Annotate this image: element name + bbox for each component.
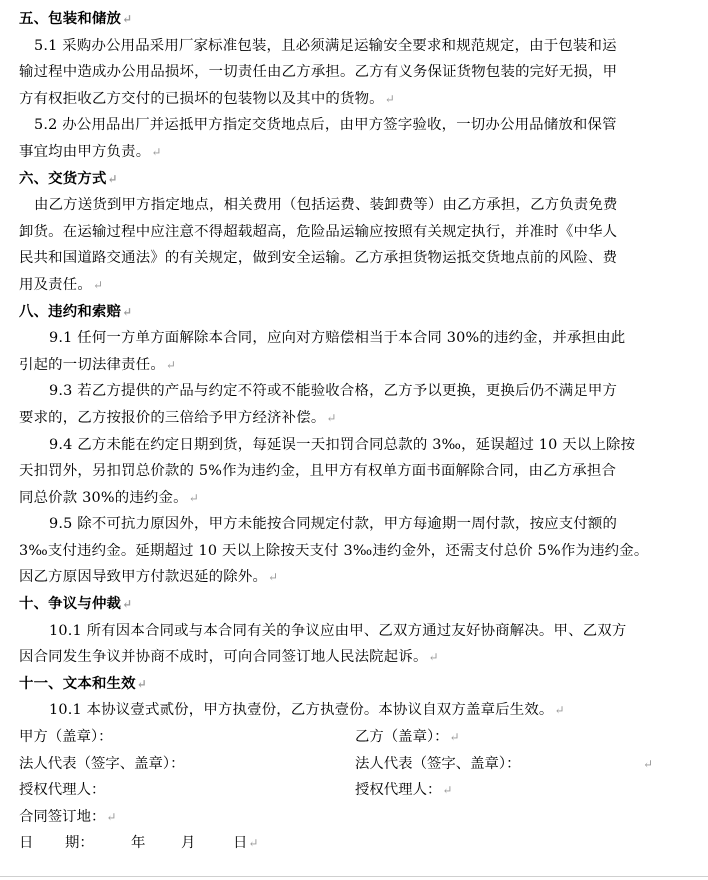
paragraph-mark-icon: ↵ xyxy=(136,676,147,691)
paragraph-line: 10.1 本协议壹式贰份，甲方执壹份，乙方执壹份。本协议自双方盖章后生效。↵ xyxy=(49,702,565,719)
date-day-label: 日 xyxy=(233,835,248,852)
paragraph-line: 9.3 若乙方提供的产品与约定不符或不能验收合格，乙方予以更换，更换后仍不满足甲方 xyxy=(49,383,618,400)
signature-row-date xyxy=(19,830,689,857)
section-6-heading: 六、交货方式↵ xyxy=(19,169,118,187)
party-b-legal-rep-label: 法人代表（签字、盖章）： xyxy=(355,755,521,772)
paragraph-line: 要求的，乙方按报价的三倍给予甲方经济补偿。↵ xyxy=(19,409,337,426)
paragraph-line: 因乙方原因导致甲方付款迟延的除外。↵ xyxy=(19,569,279,586)
section-5-heading: 五、包装和储放↵ xyxy=(19,10,133,27)
paragraph-line: 由乙方送货到甲方指定地点，相关费用（包括运费、装卸费等）由乙方承担，乙方负责免费 xyxy=(34,197,618,214)
section-11-heading: 十一、文本和生效↵ xyxy=(19,674,147,692)
paragraph-line: 民共和国道路交通法》的有关规定，做到安全运输。乙方承担货物运抵交货地点前的风险、费 xyxy=(19,250,618,267)
paragraph-line: 输过程中造成办公用品损坏，一切责任由乙方承担。乙方有义务保证货物包装的完好无损，甲 xyxy=(19,64,618,81)
paragraph-mark-icon: ↵ xyxy=(122,304,133,319)
paragraph-line: 天扣罚外，另扣罚总价款的 5%作为违约金，且甲方有权单方面书面解除合同，由乙方承担合 xyxy=(19,463,617,480)
paragraph-mark-icon: ↵ xyxy=(326,410,337,425)
paragraph-mark-icon: ↵ xyxy=(92,277,104,292)
paragraph-mark-icon: ↵ xyxy=(122,12,133,26)
party-a-legal-rep-label: 法人代表（签字、盖章）： xyxy=(19,755,185,772)
signature-block xyxy=(19,724,689,857)
paragraph-line: 事宜均由甲方负责。↵ xyxy=(19,143,162,160)
page-bottom-border xyxy=(0,876,708,877)
section-8-heading: 八、违约和索赔↵ xyxy=(19,302,133,320)
signature-row-place xyxy=(19,804,689,831)
paragraph-line: 用及责任。↵ xyxy=(19,276,104,293)
paragraph-line: 10.1 所有因本合同或与本合同有关的争议应由甲、乙双方通过友好协商解决。甲、乙双方 xyxy=(49,622,627,639)
section-10-heading: 十、争议与仲裁↵ xyxy=(19,595,133,613)
paragraph-line: 9.4 乙方未能在约定日期到货，每延误一天扣罚合同总款的 3‰，延误超过 10 天以上除按 xyxy=(49,436,636,453)
paragraph-line: 方有权拒收乙方交付的已损坏的包装物以及其中的货物。↵ xyxy=(19,90,396,107)
contract-place-label: 合同签订地： xyxy=(19,808,106,825)
signature-row-legal-rep xyxy=(19,751,689,778)
date-month-label: 月 xyxy=(181,835,196,852)
paragraph-mark-icon: ↵ xyxy=(643,756,654,771)
paragraph-mark-icon: ↵ xyxy=(442,783,453,798)
paragraph-mark-icon: ↵ xyxy=(122,597,133,612)
paragraph-line: 因合同发生争议并协商不成时，可向合同签订地人民法院起诉。↵ xyxy=(19,649,439,666)
paragraph-mark-icon: ↵ xyxy=(248,836,259,851)
date-year-label: 年 xyxy=(131,835,146,852)
paragraph-mark-icon: ↵ xyxy=(554,703,565,718)
paragraph-mark-icon: ↵ xyxy=(428,650,439,665)
signature-row-seal xyxy=(19,724,689,751)
party-b-agent-label: 授权代理人：↵ xyxy=(355,782,453,799)
date-label-char-1: 日 xyxy=(19,835,34,852)
paragraph-mark-icon: ↵ xyxy=(449,730,460,744)
party-a-agent-label: 授权代理人： xyxy=(19,782,106,799)
party-a-seal-label: 甲方（盖章）： xyxy=(19,729,113,745)
paragraph-line: 5.1 采购办公用品采用厂家标准包装，且必须满足运输安全要求和规范规定，由于包装和运 xyxy=(34,37,617,54)
signature-row-agent xyxy=(19,777,689,804)
paragraph-mark-icon: ↵ xyxy=(384,91,396,106)
paragraph-line: 卸货。在运输过程中应注意不得超载超高，危险品运输应按照有关规定执行，并准时《中华人 xyxy=(19,223,618,240)
paragraph-mark-icon: ↵ xyxy=(268,570,279,585)
paragraph-line: 9.5 除不可抗力原因外，甲方未能按合同规定付款，甲方每逾期一周付款，按应支付额的 xyxy=(49,516,618,533)
paragraph-line: 9.1 任何一方单方面解除本合同，应向对方赔偿相当于本合同 30%的违约金，并承担由此 xyxy=(49,330,626,347)
paragraph-mark-icon: ↵ xyxy=(107,171,118,186)
paragraph-mark-icon: ↵ xyxy=(188,490,199,505)
paragraph-line: 3‰支付违约金。延期超过 10 天以上除按天支付 3‰违约金外，还需支付总价 5%作为违约金。 xyxy=(19,542,649,559)
date-label-char-2: 期： xyxy=(65,835,94,852)
paragraph-mark-icon: ↵ xyxy=(151,144,162,159)
document-body xyxy=(19,6,683,724)
party-b-seal-label: 乙方（盖章）：↵ xyxy=(355,729,460,745)
paragraph-line: 引起的一切法律责任。↵ xyxy=(19,356,177,373)
paragraph-mark-icon: ↵ xyxy=(165,357,177,372)
paragraph-line: 5.2 办公用品出厂并运抵甲方指定交货地点后，由甲方签字验收，一切办公用品储放和保管 xyxy=(34,117,617,134)
paragraph-mark-icon: ↵ xyxy=(106,809,117,824)
paragraph-line: 同总价款 30%的违约金。↵ xyxy=(19,489,199,506)
